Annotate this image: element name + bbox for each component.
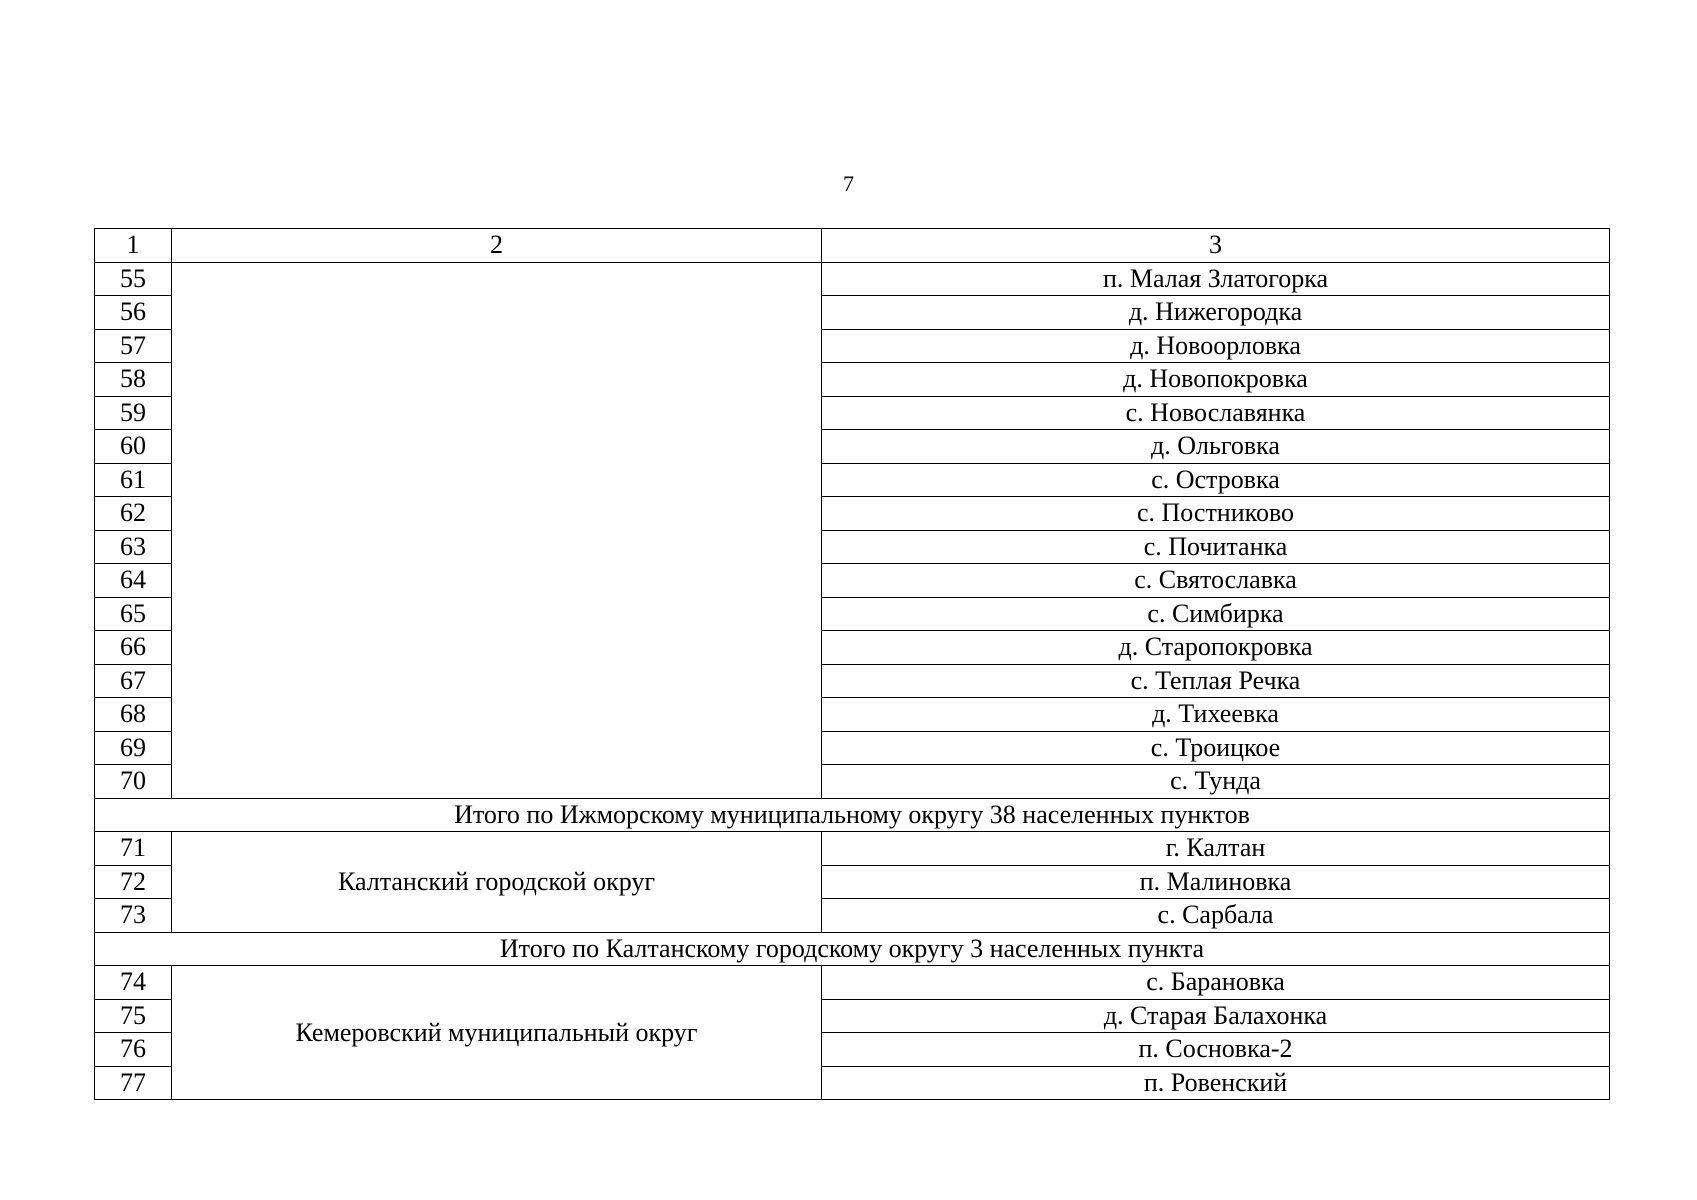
total-cell: Итого по Ижморскому муниципальному округу 38 населенных пунктов xyxy=(95,798,1610,832)
row-number-cell: 75 xyxy=(95,999,172,1033)
settlements-table xyxy=(94,228,1610,1100)
row-number-cell: 68 xyxy=(95,698,172,732)
table-body xyxy=(95,229,1610,1100)
column-header: 1 xyxy=(95,229,172,263)
row-number-cell: 67 xyxy=(95,664,172,698)
row-number-cell: 62 xyxy=(95,497,172,531)
row-number-cell: 60 xyxy=(95,430,172,464)
settlement-cell: п. Сосновка-2 xyxy=(822,1033,1610,1067)
row-number-cell: 65 xyxy=(95,597,172,631)
settlement-cell: д. Нижегородка xyxy=(822,296,1610,330)
row-number-cell: 77 xyxy=(95,1066,172,1100)
header-row xyxy=(95,229,1610,263)
settlement-cell: д. Ольговка xyxy=(822,430,1610,464)
settlement-cell: с. Троицкое xyxy=(822,731,1610,765)
column-header: 2 xyxy=(172,229,822,263)
district-cell: Кемеровский муниципальный округ xyxy=(172,966,822,1100)
settlement-cell: с. Постниково xyxy=(822,497,1610,531)
total-row xyxy=(95,932,1610,966)
row-number-cell: 55 xyxy=(95,262,172,296)
row-number-cell: 57 xyxy=(95,329,172,363)
settlement-cell: с. Святославка xyxy=(822,564,1610,598)
settlement-cell: п. Малая Златогорка xyxy=(822,262,1610,296)
district-cell: Калтанский городской округ xyxy=(172,832,822,933)
row-number-cell: 76 xyxy=(95,1033,172,1067)
row-number-cell: 66 xyxy=(95,631,172,665)
page-number: 7 xyxy=(843,171,854,196)
settlement-cell: с. Сарбала xyxy=(822,899,1610,933)
settlement-cell: с. Новославянка xyxy=(822,396,1610,430)
table-row xyxy=(95,262,1610,296)
row-number-cell: 74 xyxy=(95,966,172,1000)
total-cell: Итого по Калтанскому городскому округу 3 населенных пункта xyxy=(95,932,1610,966)
row-number-cell: 70 xyxy=(95,765,172,799)
row-number-cell: 63 xyxy=(95,530,172,564)
settlement-cell: п. Малиновка xyxy=(822,865,1610,899)
settlement-cell: д. Старопокровка xyxy=(822,631,1610,665)
settlement-cell: с. Тунда xyxy=(822,765,1610,799)
row-number-cell: 61 xyxy=(95,463,172,497)
settlement-cell: д. Тихеевка xyxy=(822,698,1610,732)
settlement-cell: с. Теплая Речка xyxy=(822,664,1610,698)
settlement-cell: с. Островка xyxy=(822,463,1610,497)
row-number-cell: 59 xyxy=(95,396,172,430)
row-number-cell: 58 xyxy=(95,363,172,397)
district-cell xyxy=(172,262,822,798)
total-row xyxy=(95,798,1610,832)
settlement-cell: с. Почитанка xyxy=(822,530,1610,564)
table-row xyxy=(95,832,1610,866)
row-number-cell: 72 xyxy=(95,865,172,899)
row-number-cell: 56 xyxy=(95,296,172,330)
settlement-cell: д. Новоорловка xyxy=(822,329,1610,363)
row-number-cell: 73 xyxy=(95,899,172,933)
row-number-cell: 69 xyxy=(95,731,172,765)
column-header: 3 xyxy=(822,229,1610,263)
settlement-cell: с. Симбирка xyxy=(822,597,1610,631)
row-number-cell: 64 xyxy=(95,564,172,598)
table-row xyxy=(95,966,1610,1000)
settlement-cell: д. Старая Балахонка xyxy=(822,999,1610,1033)
settlement-cell: п. Ровенский xyxy=(822,1066,1610,1100)
settlement-cell: с. Барановка xyxy=(822,966,1610,1000)
settlement-cell: д. Новопокровка xyxy=(822,363,1610,397)
settlement-cell: г. Калтан xyxy=(822,832,1610,866)
row-number-cell: 71 xyxy=(95,832,172,866)
